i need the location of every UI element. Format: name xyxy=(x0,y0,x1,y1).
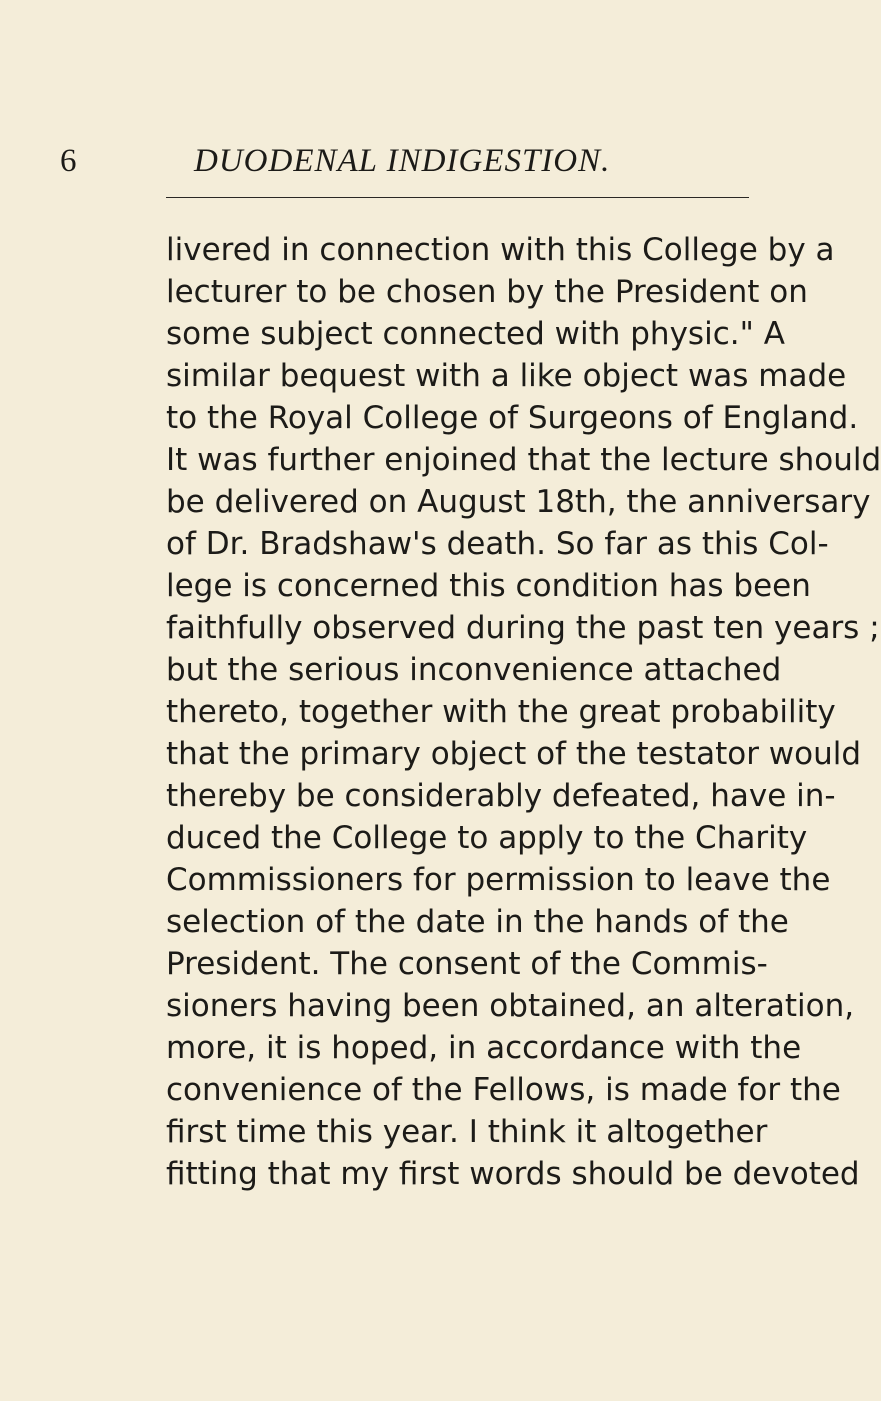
text-line: convenience of the Fellows, is made for the xyxy=(166,1072,841,1108)
text-line: duced the College to apply to the Charity xyxy=(166,820,808,856)
text-line: but the serious inconvenience attached xyxy=(166,652,782,688)
text-line: selection of the date in the hands of the xyxy=(166,904,789,940)
text-line: of Dr. Bradshaw's death. So far as this Col- xyxy=(166,526,829,562)
running-head xyxy=(60,143,750,189)
text-line: first time this year. I think it altogether xyxy=(166,1114,768,1150)
text-line: President. The consent of the Commis- xyxy=(166,946,768,982)
text-line: faithfully observed during the past ten years ; xyxy=(166,610,880,646)
text-line: sioners having been obtained, an alteration, xyxy=(166,988,855,1024)
text-line: lecturer to be chosen by the President on xyxy=(166,274,808,310)
text-line: more, it is hoped, in accordance with the xyxy=(166,1030,802,1066)
text-line: that the primary object of the testator would xyxy=(166,736,862,772)
text-line: to the Royal College of Surgeons of England. xyxy=(166,400,859,436)
text-line: It was further enjoined that the lecture should xyxy=(166,442,881,478)
text-line: some subject connected with physic." A xyxy=(166,316,785,352)
text-line: be delivered on August 18th, the anniversary xyxy=(166,484,871,520)
text-line: thereby be considerably defeated, have in- xyxy=(166,778,836,814)
running-title: DUODENAL INDIGESTION. xyxy=(194,143,611,179)
text-line: livered in connection with this College by a xyxy=(166,232,835,268)
text-line: lege is concerned this condition has been xyxy=(166,568,811,604)
text-line: thereto, together with the great probability xyxy=(166,694,836,730)
text-line: Commissioners for permission to leave the xyxy=(166,862,831,898)
header-rule xyxy=(166,197,749,198)
text-line: similar bequest with a like object was made xyxy=(166,358,847,394)
page-number: 6 xyxy=(60,143,78,179)
text-line: fitting that my first words should be devoted xyxy=(166,1156,860,1192)
